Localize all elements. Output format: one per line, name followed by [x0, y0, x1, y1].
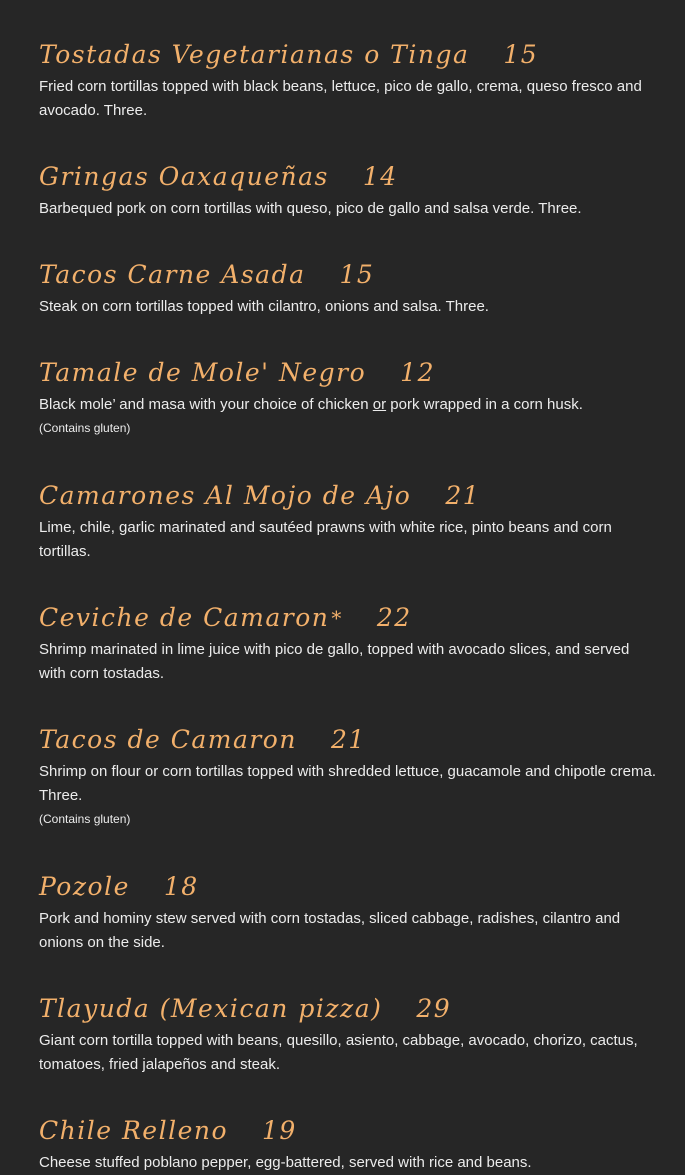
menu-item	[39, 258, 659, 319]
item-name: Tacos de Camaron	[39, 725, 297, 754]
item-price: 29	[416, 994, 452, 1023]
item-title	[39, 723, 659, 757]
item-title	[39, 479, 659, 513]
description-text: Black mole’ and masa with your choice of chicken	[39, 396, 373, 413]
item-description: Cheese stuffed poblano pepper, egg-battered, served with rice and beans.	[39, 1154, 532, 1171]
item-description: Steak on corn tortillas topped with cilantro, onions and salsa. Three.	[39, 298, 489, 315]
item-price: 12	[400, 358, 435, 387]
item-title	[39, 258, 659, 292]
item-title	[39, 992, 659, 1026]
menu-item	[39, 1114, 659, 1175]
menu-item	[39, 356, 659, 437]
item-description: Pork and hominy stew served with corn tostadas, sliced cabbage, radishes, cilantro and onions on the side.	[39, 910, 621, 951]
item-name: Tamale de Mole' Negro	[39, 358, 367, 387]
menu-item	[39, 601, 659, 686]
item-name: Tostadas Vegetarianas o Tinga	[39, 40, 470, 69]
item-title	[39, 870, 659, 904]
item-name: Ceviche de Camaron	[39, 603, 330, 632]
item-description: Giant corn tortilla topped with beans, quesillo, asiento, cabbage, avocado, chorizo, cactus, tomatoes, fried jalapeños and steak.	[39, 1032, 638, 1073]
item-name: Gringas Oaxaqueñas	[39, 162, 329, 191]
description-text: pork wrapped in a corn husk.	[386, 396, 583, 413]
item-price: 21	[445, 481, 481, 510]
item-price: 19	[262, 1116, 297, 1145]
gluten-note: (Contains gluten)	[39, 812, 131, 826]
item-name: Pozole	[39, 872, 130, 901]
menu-item	[39, 38, 659, 123]
item-title	[39, 356, 659, 390]
item-price: 18	[163, 872, 199, 901]
item-name: Chile Relleno	[39, 1116, 229, 1145]
item-price: 15	[503, 40, 539, 69]
item-price: 22	[376, 603, 412, 632]
menu-item	[39, 870, 659, 955]
item-name: Tlayuda (Mexican pizza)	[39, 994, 383, 1023]
item-name: Tacos Carne Asada	[39, 260, 306, 289]
item-name: Camarones Al Mojo de Ajo	[39, 481, 412, 510]
menu-item	[39, 479, 659, 564]
item-title	[39, 601, 659, 635]
item-description: Lime, chile, garlic marinated and sautéed prawns with white rice, pinto beans and corn tortillas.	[39, 519, 612, 560]
gluten-note: (Contains gluten)	[39, 421, 131, 435]
item-price: 15	[339, 260, 375, 289]
item-title	[39, 1114, 659, 1148]
menu-item	[39, 992, 659, 1077]
item-price: 14	[362, 162, 398, 191]
item-description: Barbequed pork on corn tortillas with queso, pico de gallo and salsa verde. Three.	[39, 200, 582, 217]
description-underlined-word: or	[372, 396, 387, 413]
item-price: 21	[330, 725, 366, 754]
item-description	[39, 393, 659, 417]
menu-item	[39, 160, 659, 221]
item-title	[39, 160, 659, 194]
item-description: Fried corn tortillas topped with black beans, lettuce, pico de gallo, crema, queso fresco and avocado. Three.	[39, 78, 642, 119]
item-description: Shrimp on flour or corn tortillas topped with shredded lettuce, guacamole and chipotle crema. Three.	[39, 763, 656, 804]
menu-item	[39, 723, 659, 828]
item-title	[39, 38, 659, 72]
item-marker: *	[331, 606, 343, 630]
item-description: Shrimp marinated in lime juice with pico de gallo, topped with avocado slices, and served with corn tostadas.	[39, 641, 630, 682]
